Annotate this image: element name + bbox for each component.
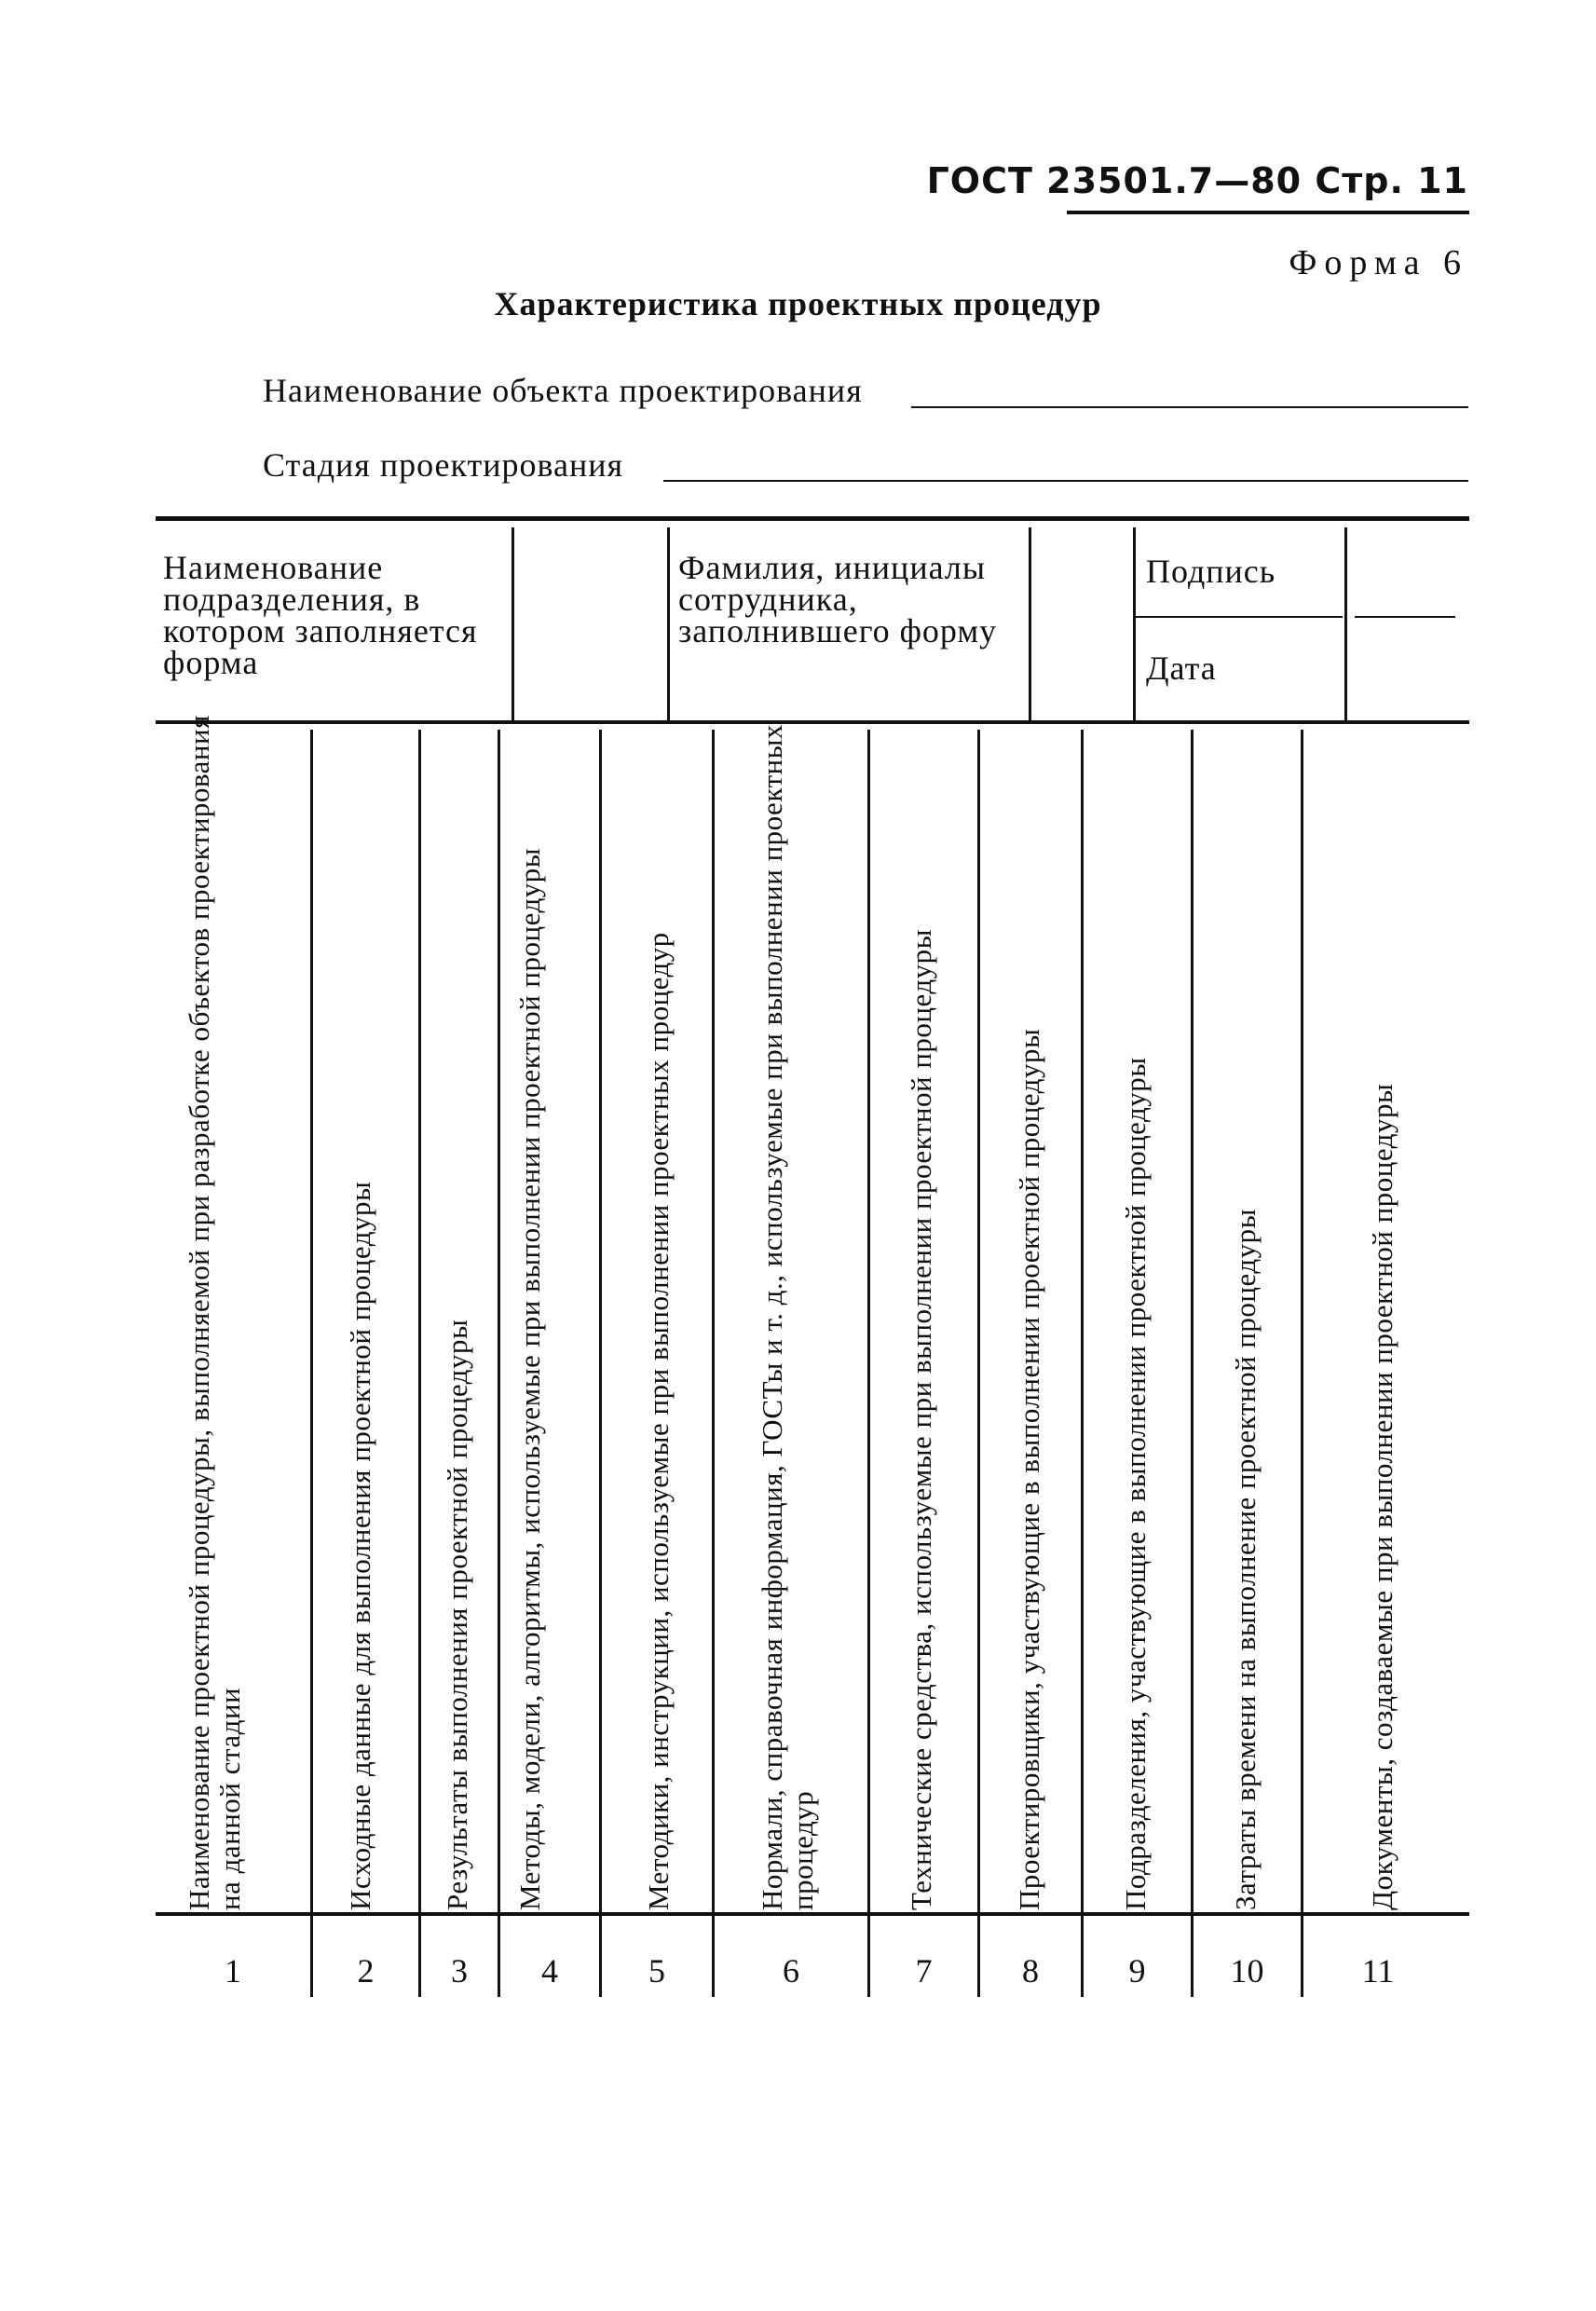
column-divider <box>867 730 870 1997</box>
column-number: 9 <box>1128 1952 1146 1990</box>
standard-number: ГОСТ 23501.7—80 <box>926 160 1303 201</box>
column-heading-8: Проектировщики, участвующие в выполнении проектной процедуры <box>1013 1028 1045 1910</box>
column-divider <box>977 730 980 1997</box>
column-heading-4: Методы, модели, алгоритмы, используемые при выполнении проектной процедуры <box>513 847 546 1910</box>
numbers-rule <box>156 1912 1469 1916</box>
column-heading-1: Наименование проектной процедуры, выполняемой при разработке объектов проектирования на данной стадии <box>183 715 246 1910</box>
column-number: 1 <box>225 1952 241 1990</box>
column-number: 3 <box>451 1952 468 1990</box>
column-number: 4 <box>541 1952 558 1990</box>
column-divider <box>418 730 421 1997</box>
form-label: Форма 6 <box>1289 243 1468 282</box>
header-divider <box>1344 527 1347 720</box>
date-cell: Дата <box>1146 650 1217 687</box>
header-divider <box>1133 527 1136 720</box>
column-heading-5: Методики, инструкции, используемые при выполнении проектных процедур <box>642 932 675 1910</box>
column-heading-2: Исходные данные для выполнения проектной процедуры <box>344 1181 376 1910</box>
department-cell: Наименование подразделения, в котором заполняется форма <box>163 549 478 681</box>
column-divider <box>599 730 602 1997</box>
object-name-field[interactable] <box>911 406 1468 408</box>
column-number: 2 <box>357 1952 375 1990</box>
column-divider <box>498 730 500 1997</box>
column-divider <box>1191 730 1194 1997</box>
signature-date-divider <box>1355 616 1455 618</box>
header-divider <box>1029 527 1031 720</box>
page-header <box>927 160 1468 201</box>
header-divider <box>667 527 670 720</box>
column-number: 11 <box>1361 1952 1395 1990</box>
employee-cell: Фамилия, инициалы сотрудника, заполнившего форму <box>678 549 998 650</box>
page-number: Стр. 11 <box>1315 160 1468 201</box>
stage-field[interactable] <box>663 480 1468 482</box>
column-heading-3: Результаты выполнения проектной процедуры <box>441 1319 473 1910</box>
column-heading-10: Затраты времени на выполнение проектной процедуры <box>1229 1209 1262 1910</box>
column-divider <box>1301 730 1303 1997</box>
column-number: 8 <box>1022 1952 1039 1990</box>
column-number: 5 <box>648 1952 665 1990</box>
column-heading-7: Технические средства, используемые при выполнении проектной процедуры <box>905 929 937 1910</box>
column-number: 7 <box>915 1952 933 1990</box>
object-name-label: Наименование объекта проектирования <box>263 372 863 409</box>
table-top-rule <box>156 516 1469 521</box>
column-divider <box>310 730 313 1997</box>
column-number: 10 <box>1230 1952 1264 1990</box>
page-title: Характеристика проектных процедур <box>494 285 1102 322</box>
column-divider <box>1081 730 1084 1997</box>
signature-date-divider <box>1136 616 1343 618</box>
stage-label: Стадия проектирования <box>263 446 624 484</box>
header-divider <box>512 527 514 720</box>
column-heading-11: Документы, создаваемые при выполнении проектной процедуры <box>1366 1083 1398 1910</box>
header-rule <box>1067 211 1469 214</box>
column-number: 6 <box>783 1952 799 1990</box>
column-divider <box>712 730 715 1997</box>
column-heading-9: Подразделения, участвующие в выполнении проектной процедуры <box>1119 1057 1152 1910</box>
column-heading-6: Нормали, справочная информация, ГОСТы и т. д., используемые при выполнении проектных процедур <box>756 724 819 1910</box>
signature-cell: Подпись <box>1146 553 1276 590</box>
